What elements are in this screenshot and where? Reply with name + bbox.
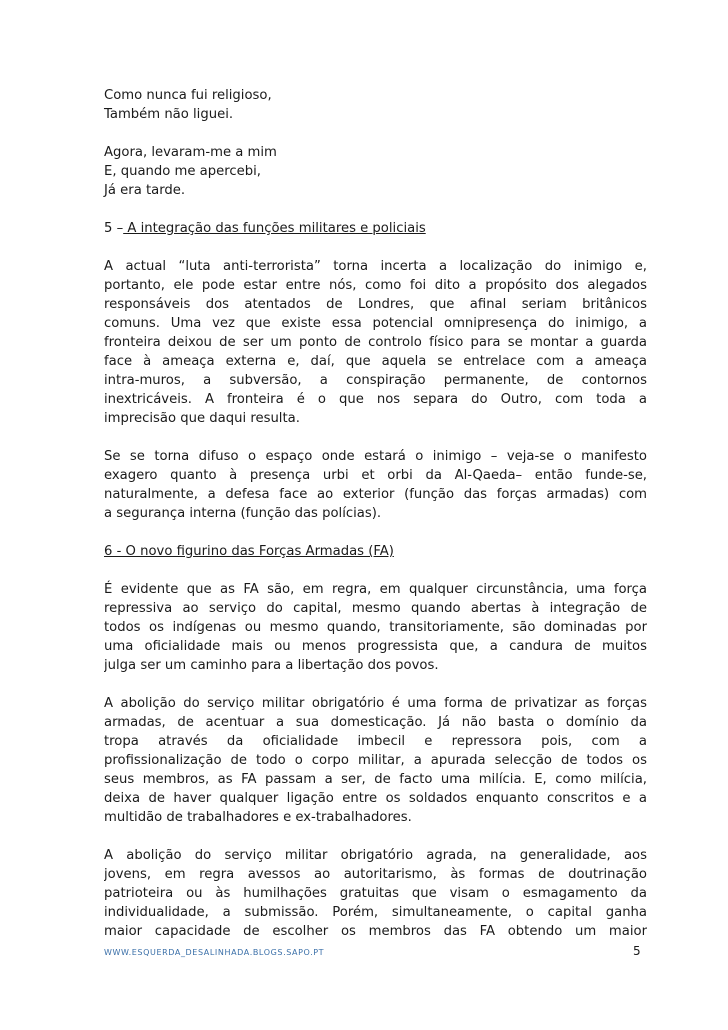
paragraph-line: todos os indígenas ou mesmo quando, transitoriamente, são dominadas por — [104, 620, 647, 635]
paragraph-line: exagero quanto à presença urbi et orbi da Al-Qaeda– então funde-se, — [104, 468, 647, 483]
section-6-title: 6 - O novo figurino das Forças Armadas (FA) — [104, 544, 394, 559]
paragraph-line: inextricáveis. A fronteira é o que nos separa do Outro, com toda a — [104, 392, 647, 407]
page-number: 5 — [633, 944, 641, 958]
paragraph-line: seus membros, as FA passam a ser, de facto uma milícia. E, como milícia, — [104, 772, 647, 787]
paragraph-line: deixa de haver qualquer ligação entre os soldados enquanto conscritos e a — [104, 791, 647, 806]
paragraph-line: uma oficialidade mais ou menos progressista que, a candura de muitos — [104, 639, 647, 654]
poem-stanza-2 — [104, 143, 647, 200]
paragraph-line: maior capacidade de escolher os membros das FA obtendo um maior — [104, 924, 647, 939]
paragraph-line: É evidente que as FA são, em regra, em qualquer circunstância, uma força — [104, 582, 647, 597]
paragraph-2 — [104, 447, 647, 523]
poem-line: Já era tarde. — [104, 183, 186, 198]
poem-line: E, quando me apercebi, — [104, 164, 261, 179]
paragraph-line: fronteira deixou de ser um ponto de controlo físico para se montar a guarda — [104, 335, 647, 350]
paragraph-line: patrioteira ou às humilhações gratuitas que visam o esmagamento da — [104, 886, 647, 901]
poem-line: Também não liguei. — [104, 107, 234, 122]
paragraph-line: portanto, ele pode estar entre nós, como foi dito a propósito dos alegados — [104, 278, 647, 293]
paragraph-line: face à ameaça externa e, daí, que aquela se entrelace com a ameaça — [104, 354, 647, 369]
paragraph-5 — [104, 846, 647, 941]
paragraph-line: imprecisão que daqui resulta. — [104, 411, 300, 426]
paragraph-4 — [104, 694, 647, 827]
paragraph-line: A abolição do serviço militar obrigatório é uma forma de privatizar as forças — [104, 696, 647, 711]
poem-line: Agora, levaram-me a mim — [104, 145, 277, 160]
paragraph-line: profissionalização de todo o corpo militar, a apurada selecção de todos os — [104, 753, 647, 768]
paragraph-line: A actual “luta anti-terrorista” torna incerta a localização do inimigo e, — [104, 259, 647, 274]
paragraph-3 — [104, 580, 647, 675]
section-5-number: 5 – — [104, 221, 124, 236]
paragraph-line: jovens, em regra avessos ao autoritarismo, às formas de doutrinação — [104, 867, 647, 882]
paragraph-1 — [104, 257, 647, 428]
paragraph-line: A abolição do serviço militar obrigatório agrada, na generalidade, aos — [104, 848, 647, 863]
poem-line: Como nunca fui religioso, — [104, 88, 272, 103]
section-6-heading — [104, 542, 647, 561]
paragraph-line: tropa através da oficialidade imbecil e repressora pois, com a — [104, 734, 647, 749]
paragraph-line: julga ser um caminho para a libertação dos povos. — [104, 658, 439, 673]
paragraph-line: naturalmente, a defesa face ao exterior (função das forças armadas) com — [104, 487, 647, 502]
footer-blog-link[interactable]: WWW.ESQUERDA_DESALINHADA.BLOGS.SAPO.PT — [104, 948, 325, 957]
paragraph-line: a segurança interna (função das polícias). — [104, 506, 382, 521]
paragraph-line: responsáveis dos atentados de Londres, que afinal seriam britânicos — [104, 297, 647, 312]
paragraph-line: repressiva ao serviço do capital, mesmo quando abertas à integração de — [104, 601, 647, 616]
paragraph-line: individualidade, a submissão. Porém, simultaneamente, o capital ganha — [104, 905, 647, 920]
paragraph-line: armadas, de acentuar a sua domesticação. Já não basta o domínio da — [104, 715, 647, 730]
paragraph-line: Se se torna difuso o espaço onde estará o inimigo – veja-se o manifesto — [104, 449, 647, 464]
paragraph-line: multidão de trabalhadores e ex-trabalhadores. — [104, 810, 412, 825]
paragraph-line: intra-muros, a subversão, a conspiração permanente, de contornos — [104, 373, 647, 388]
section-5-title: A integração das funções militares e policiais — [123, 221, 426, 236]
paragraph-line: comuns. Uma vez que existe essa potencial omnipresença do inimigo, a — [104, 316, 647, 331]
page-body — [104, 86, 647, 941]
section-5-heading — [104, 219, 647, 238]
poem-stanza-1 — [104, 86, 647, 124]
